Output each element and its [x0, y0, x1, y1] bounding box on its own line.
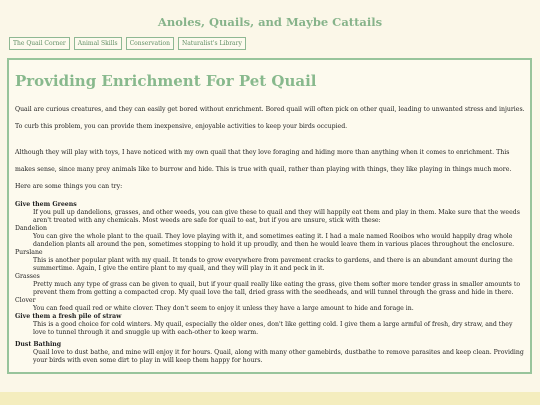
article-body [15, 101, 525, 365]
list-term: Give them Greens [15, 201, 77, 208]
list-term: Purslane [15, 249, 43, 256]
list-term: Clover [15, 297, 36, 304]
site-nav [9, 37, 246, 50]
nav-link-animal-skills[interactable]: Animal Skills [74, 37, 122, 50]
list-term: Grasses [15, 273, 40, 280]
enrichment-list [15, 201, 525, 365]
list-description: Pretty much any type of grass can be given to quail, but if your quail really like eating the grass, give them softer more tender grass in smaller amounts to prevent them from getting a compacted crop. My quail love the tall, dried grass with the seedheads, and will tunnel through the grass and hide in there. [33, 281, 521, 296]
foraging-paragraph: Although they will play with toys, I have noticed with my own quail that they love foraging and hiding more than anything when it comes to enrichment. This makes sense, since many prey animals like to burrow and hide. This is true with quail, rather than playing with things, they like playing in things much more. Here are some things you can try: [15, 149, 512, 190]
nav-link-naturalists-library[interactable]: Naturalist's Library [178, 37, 246, 50]
list-description: This is another popular plant with my quail. It tends to grow everywhere from pavement cracks to gardens, and there is an abundant amount during the summertime. Again, I give the entire plant to my quail, and they will play in it and peck in it. [33, 257, 513, 272]
intro-paragraph: Quail are curious creatures, and they can easily get bored without enrichment. Bored quail will often pick on other quail, leading to unwanted stress and injuries. To curb this problem, you can provide them inexpensive, enjoyable activities to keep your birds occupied. [15, 106, 525, 130]
nav-link-quail-corner[interactable]: The Quail Corner [9, 37, 70, 50]
list-term: Dandelion [15, 225, 47, 232]
list-description: This is a good choice for cold winters. My quail, especially the older ones, don't like getting cold. I give them a large armful of fresh, dry straw, and they love to tunnel through it and snuggle up with each-other to keep warm. [33, 321, 513, 336]
list-term: Dust Bathing [15, 341, 62, 348]
article-title: Providing Enrichment For Pet Quail [15, 72, 317, 90]
list-description: You can give the whole plant to the quail. They love playing with it, and sometimes eating it. I had a male named Rooibos who would happily drag whole dandelion plants all around the pen, sometimes stopping to hold it up proudly, and then he would leave them in various places throughout the enclosure. [33, 233, 515, 248]
nav-link-conservation[interactable]: Conservation [126, 37, 174, 50]
list-description: Quail love to dust bathe, and mine will enjoy it for hours. Quail, along with many other gamebirds, dustbathe to remove parasites and keep clean. Providing your birds with even some dirt to play in will keep them happy for hours. [33, 349, 524, 364]
list-description: You can feed quail red or white clover. They don't seem to enjoy it unless they have a large amount to hide and forage in. [33, 305, 414, 312]
article-panel [7, 58, 532, 374]
site-title: Anoles, Quails, and Maybe Cattails [157, 15, 383, 29]
list-description: If you pull up dandelions, grasses, and other weeds, you can give these to quail and they will happily eat them and play in them. Make sure that the weeds aren't treated with any chemicals. Most weeds are safe for quail to eat, but if you are unsure, stick with these: [33, 209, 520, 224]
list-term: Give them a fresh pile of straw [15, 313, 122, 320]
